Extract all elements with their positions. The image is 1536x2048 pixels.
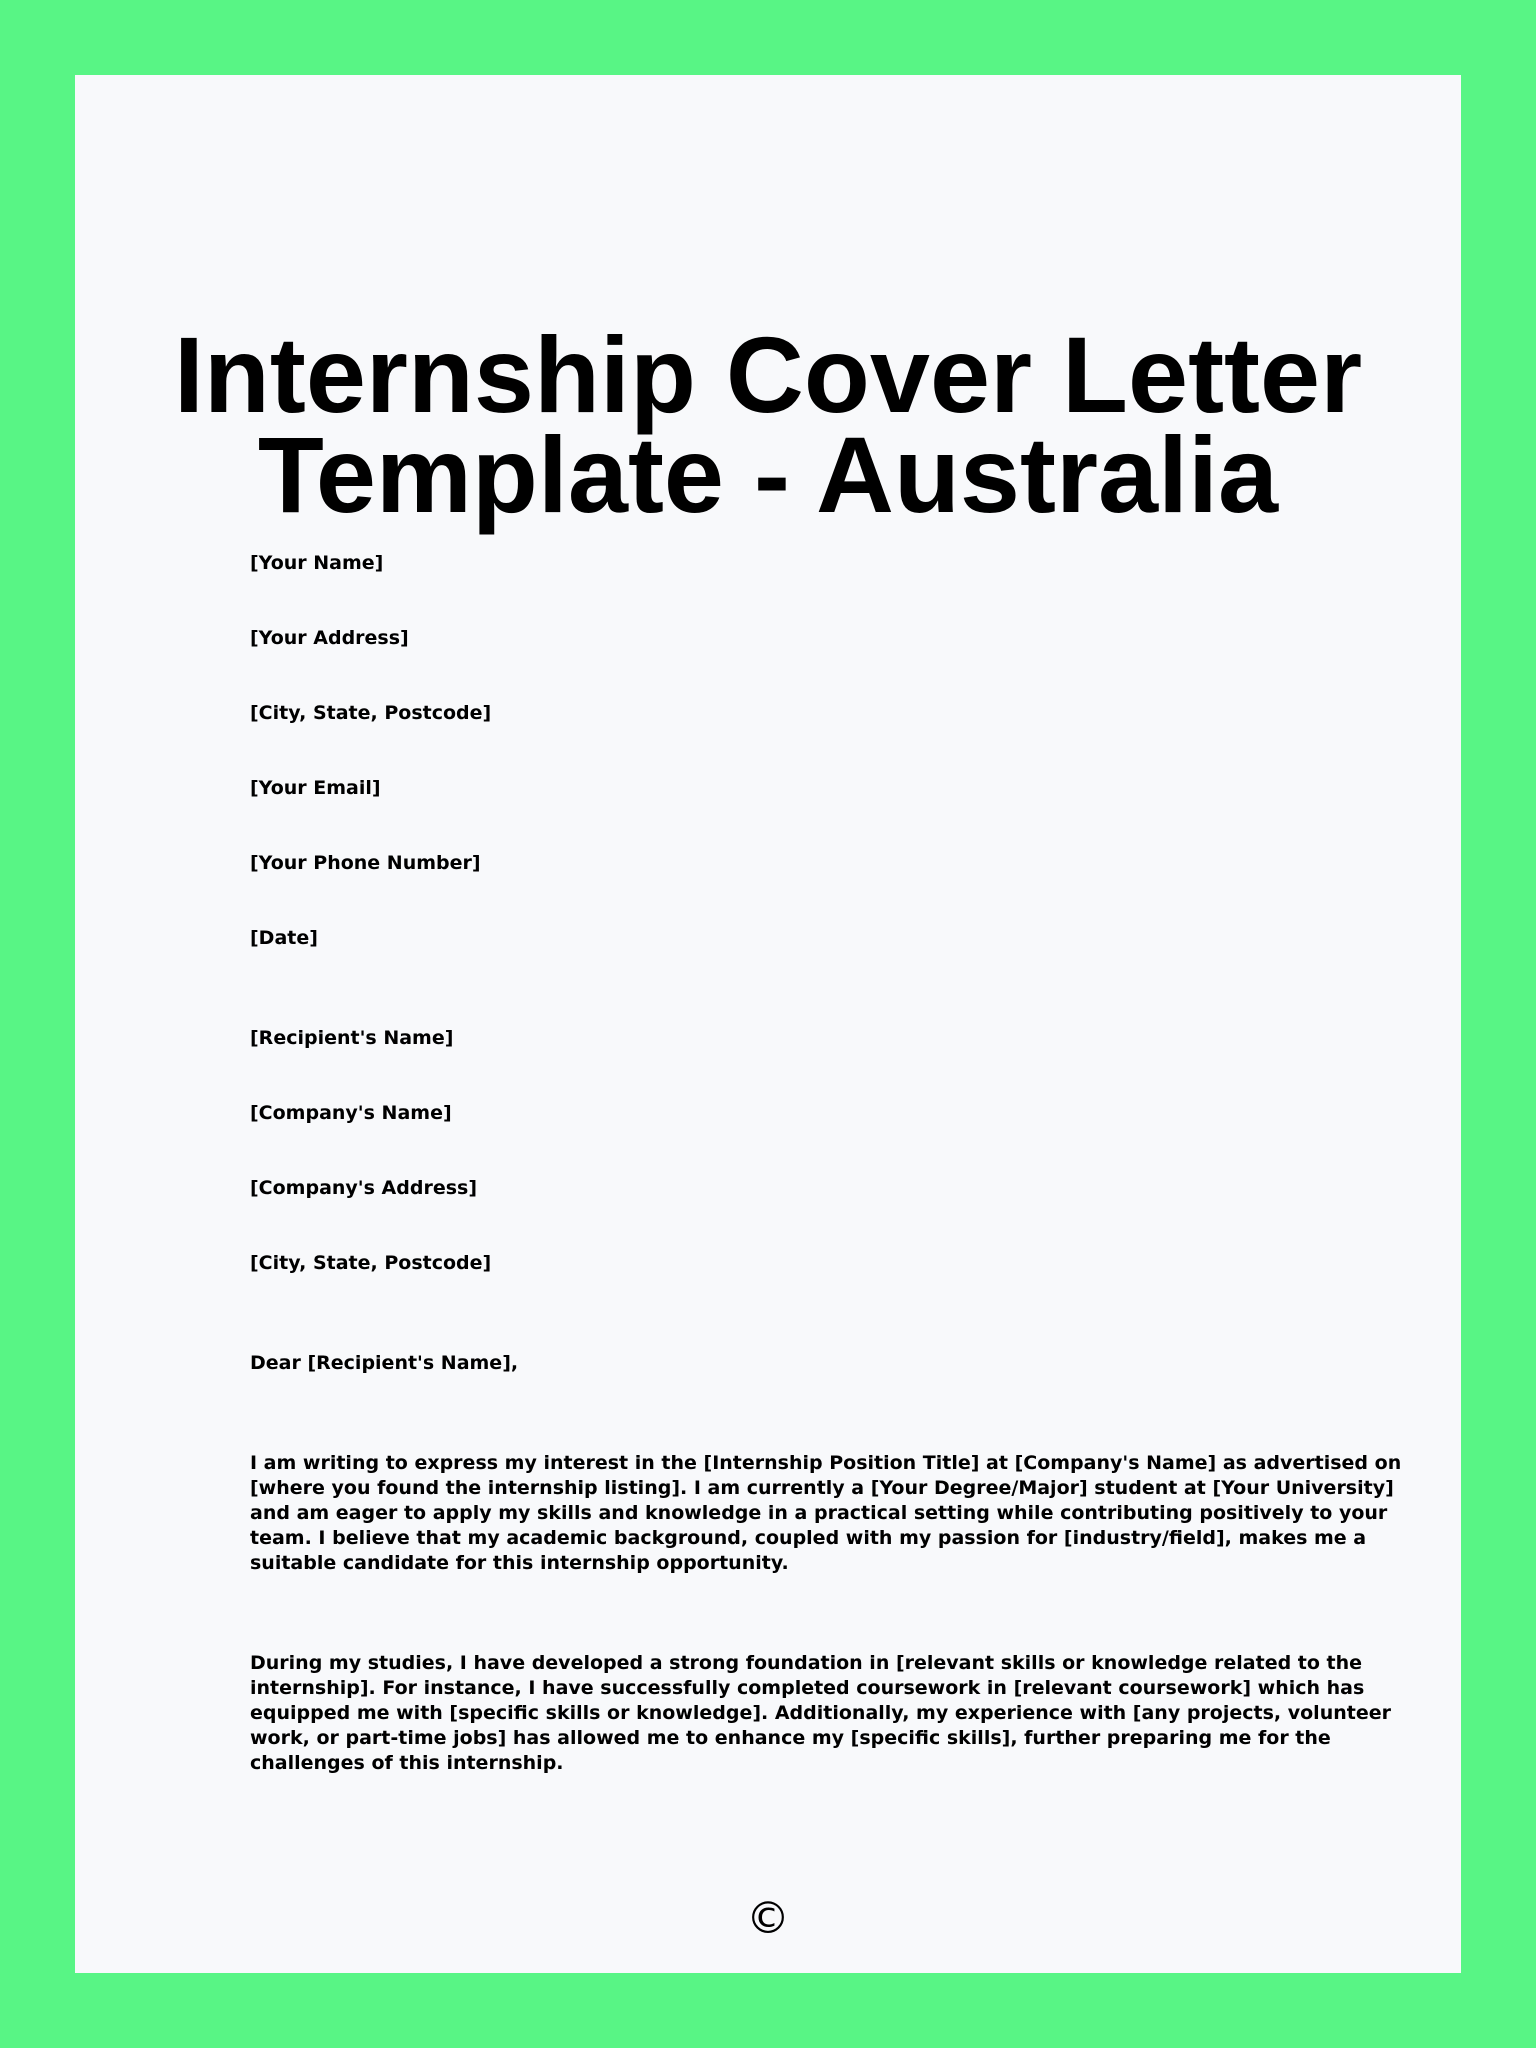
- sender-city: [City, State, Postcode]: [250, 702, 492, 724]
- paragraph-2-line: work, or part-time jobs] has allowed me to enhance my [specific skills], further preparing me for the: [250, 1727, 1331, 1749]
- sender-phone: [Your Phone Number]: [250, 852, 481, 874]
- letter-body: [250, 75, 1402, 1875]
- title-line-1: Internship Cover Letter: [173, 314, 1363, 435]
- sender-name: [Your Name]: [250, 552, 384, 574]
- paragraph-1-line: [where you found the internship listing]. I am currently a [Your Degree/Major] student at [Your University]: [250, 1477, 1394, 1499]
- recipient-address: [Company's Address]: [250, 1177, 478, 1199]
- paragraph-2: [250, 1651, 1391, 1776]
- recipient-company: [Company's Name]: [250, 1102, 452, 1124]
- paragraph-1-line: team. I believe that my academic background, coupled with my passion for [industry/field], makes me a: [250, 1527, 1367, 1549]
- recipient-name: [Recipient's Name]: [250, 1027, 454, 1049]
- salutation: Dear [Recipient's Name],: [250, 1352, 519, 1374]
- letter-date: [Date]: [250, 927, 318, 949]
- paragraph-2-line: During my studies, I have developed a strong foundation in [relevant skills or knowledge related to the: [250, 1652, 1363, 1674]
- paragraph-2-line: equipped me with [specific skills or knowledge]. Additionally, my experience with [any projects, volunteer: [250, 1702, 1391, 1724]
- paragraph-2-line: internship]. For instance, I have successfully completed coursework in [relevant coursework] which has: [250, 1677, 1365, 1699]
- paragraph-2-line: challenges of this internship.: [250, 1752, 564, 1774]
- paragraph-1: [250, 1451, 1402, 1576]
- copyright-icon: ©: [746, 1893, 790, 1944]
- paragraph-1-line: suitable candidate for this internship opportunity.: [250, 1552, 789, 1574]
- sender-address: [Your Address]: [250, 627, 409, 649]
- title-line-2: Template - Australia: [257, 414, 1279, 535]
- recipient-city: [City, State, Postcode]: [250, 1252, 492, 1274]
- sender-email: [Your Email]: [250, 777, 381, 799]
- document-page: [75, 75, 1461, 1973]
- paragraph-1-line: and am eager to apply my skills and knowledge in a practical setting while contributing positively to your: [250, 1502, 1388, 1524]
- paragraph-1-line: I am writing to express my interest in the [Internship Position Title] at [Company's Name] as advertised on: [250, 1452, 1402, 1474]
